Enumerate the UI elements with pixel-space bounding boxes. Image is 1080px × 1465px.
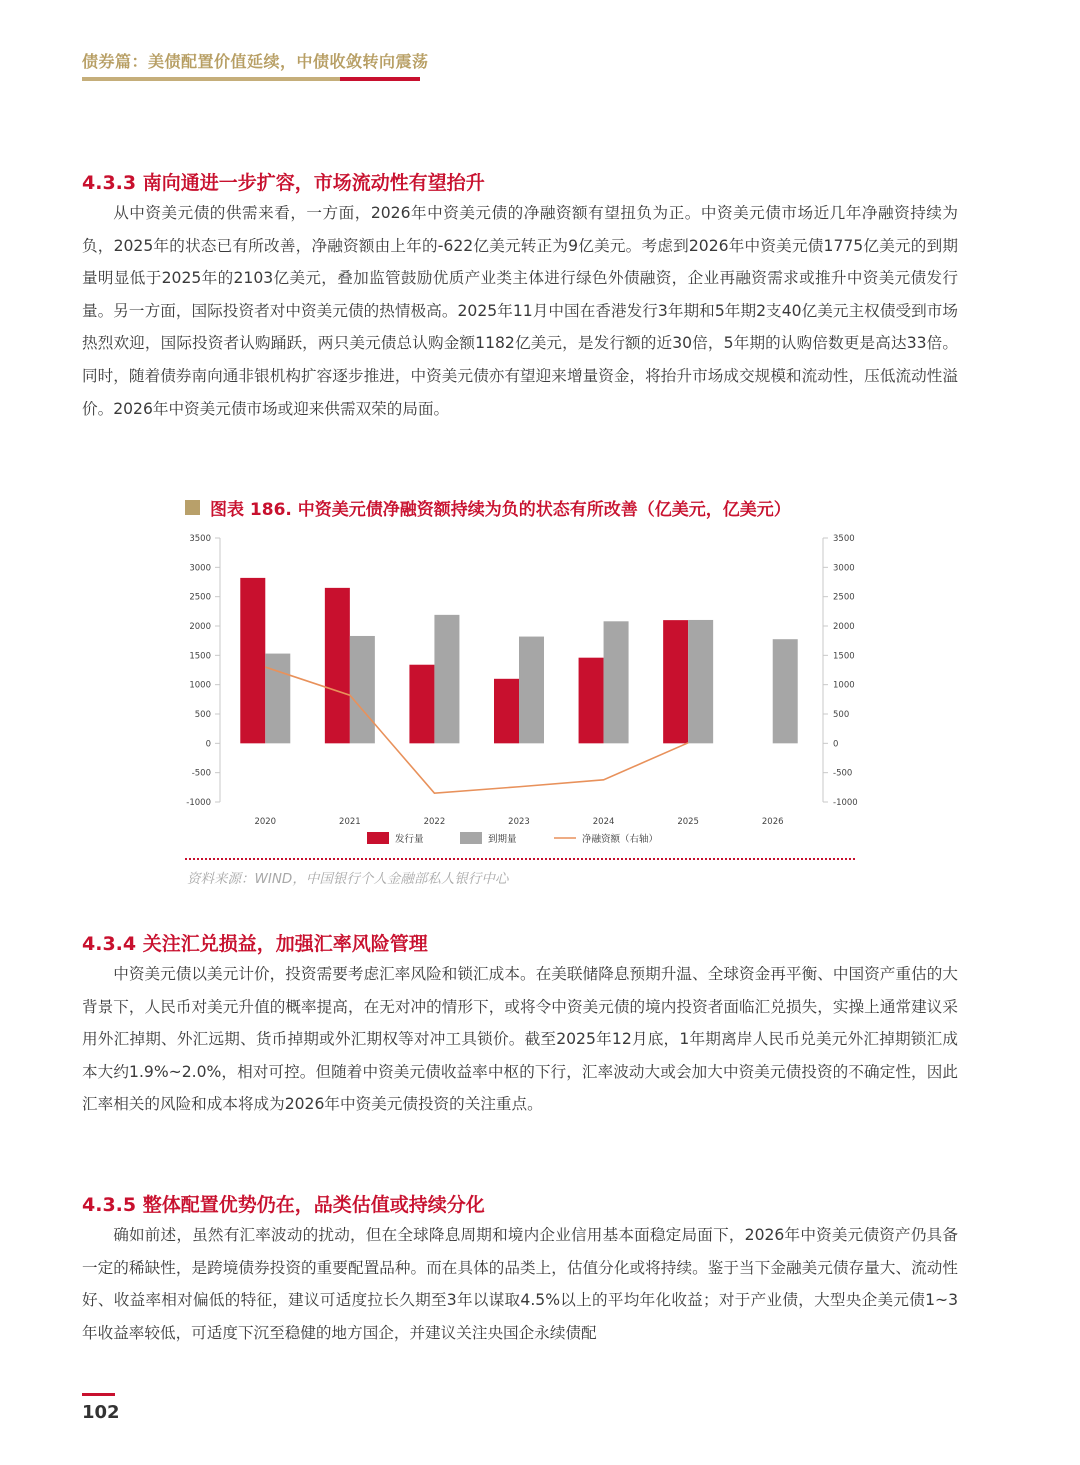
bar-issuance-2024 — [579, 658, 604, 744]
left-axis-tick-label: 0 — [205, 739, 211, 750]
right-axis-tick-label: 2500 — [833, 592, 855, 603]
left-axis-tick-label: 2500 — [189, 592, 211, 603]
x-axis-label-2026: 2026 — [761, 817, 784, 827]
right-axis-tick-label: 1500 — [833, 651, 855, 662]
net-financing-chart — [175, 525, 875, 855]
left-axis-tick-label: 500 — [194, 710, 211, 720]
bar-maturity-2026 — [773, 639, 798, 743]
bar-maturity-2020 — [265, 654, 290, 744]
x-axis-label-2021: 2021 — [339, 817, 361, 827]
legend-swatch-0 — [367, 832, 389, 844]
left-axis-tick-label: 3000 — [189, 563, 211, 574]
left-axis-tick-label: -500 — [191, 768, 211, 779]
right-axis-tick-label: 500 — [833, 710, 850, 720]
right-axis-tick-label: 1000 — [833, 680, 855, 691]
header-rule-red — [340, 77, 420, 81]
left-axis-tick-label: 1500 — [189, 651, 211, 662]
bar-maturity-2021 — [350, 636, 375, 743]
figure-title-marker — [185, 500, 200, 515]
right-axis-tick-label: -1000 — [833, 798, 858, 808]
right-axis-tick-label: 3000 — [833, 563, 855, 574]
bar-issuance-2022 — [409, 665, 434, 744]
right-axis-tick-label: 0 — [833, 739, 839, 750]
source-divider — [185, 858, 855, 860]
x-axis-label-2025: 2025 — [677, 817, 699, 827]
left-axis-tick-label: 1000 — [189, 680, 211, 691]
bar-issuance-2020 — [240, 578, 265, 743]
bar-maturity-2024 — [604, 621, 629, 743]
bar-issuance-2025 — [663, 620, 688, 743]
x-axis-label-2023: 2023 — [508, 817, 530, 827]
running-header-title: 债券篇：美债配置价值延续，中债收敛转向震荡 — [82, 52, 429, 71]
figure-title: 图表 186. 中资美元债净融资额持续为负的状态有所改善（亿美元，亿美元） — [210, 500, 791, 520]
bar-maturity-2023 — [519, 637, 544, 744]
legend-swatch-1 — [460, 832, 482, 844]
legend-label-2: 净融资额（右轴） — [582, 834, 659, 845]
bar-issuance-2021 — [325, 588, 350, 743]
left-axis-tick-label: -1000 — [186, 798, 211, 808]
legend-label-1: 到期量 — [488, 834, 517, 845]
section-paragraph-4-3-4: 中资美元债以美元计价，投资需要考虑汇率风险和锁汇成本。在美联储降息预期升温、全球资金再平衡、中国资产重估的大背景下，人民币对美元升值的概率提高，在无对冲的情形下，或将令中资美元债的境内投资者面临汇兑损失，实操上通常建议采用外汇掉期、外汇远期、货币掉期或外汇期权等对冲工具锁价。截至2025年12月底，1年期离岸人民币兑美元外汇掉期锁汇成本大约1.9%~2.0%，相对可控。但随着中资美元债收益率中枢的下行，汇率波动大或会加大中资美元债投资的不确定性，因此汇率相关的风险和成本将成为2026年中资美元债投资的关注重点。 — [82, 965, 958, 1114]
section-heading-4-3-4: 4.3.4 关注汇兑损益，加强汇率风险管理 — [82, 933, 428, 955]
section-paragraph-4-3-3: 从中资美元债的供需来看，一方面，2026年中资美元债的净融资额有望扭负为正。中资美元债市场近几年净融资持续为负，2025年的状态已有所改善，净融资额由上年的-622亿美元转正为9亿美元。考虑到2026年中资美元债1775亿美元的到期量明显低于2025年的2103亿美元，叠加监管鼓励优质产业类主体进行绿色外债融资，企业再融资需求或推升中资美元债发行量。另一方面，国际投资者对中资美元债的热情极高。2025年11月中国在香港发行3年期和5年期2支40亿美元主权债受到市场热烈欢迎，国际投资者认购踊跃，两只美元债总认购金额1182亿美元，是发行额的近30倍，5年期的认购倍数更是高达33倍。同时，随着债券南向通非银机构扩容逐步推进，中资美元债亦有望迎来增量资金，将抬升市场成交规模和流动性，压低流动性溢价。2026年中资美元债市场或迎来供需双荣的局面。 — [82, 204, 958, 418]
bar-maturity-2025 — [688, 620, 713, 743]
x-axis-label-2024: 2024 — [592, 817, 615, 827]
page-number: 102 — [82, 1402, 120, 1423]
x-axis-label-2020: 2020 — [254, 817, 277, 827]
section-heading-4-3-3: 4.3.3 南向通进一步扩容，市场流动性有望抬升 — [82, 172, 485, 194]
section-paragraph-4-3-5: 确如前述，虽然有汇率波动的扰动，但在全球降息周期和境内企业信用基本面稳定局面下，2026年中资美元债资产仍具备一定的稀缺性，是跨境债券投资的重要配置品种。而在具体的品类上，估值分化或将持续。鉴于当下金融美元债存量大、流动性好、收益率相对偏低的特征，建议可适度拉长久期至3年以谋取4.5%以上的平均年化收益；对于产业债，大型央企美元债1~3年收益率较低，可适度下沉至稳健的地方国企，并建议关注央国企永续债配 — [82, 1226, 958, 1342]
bar-issuance-2023 — [494, 679, 519, 744]
figure-source: 资料来源：WIND，中国银行个人金融部私人银行中心 — [187, 871, 509, 887]
section-heading-4-3-5: 4.3.5 整体配置优势仍在，品类估值或持续分化 — [82, 1194, 485, 1216]
right-axis-tick-label: -500 — [833, 768, 853, 779]
right-axis-tick-label: 3500 — [833, 534, 855, 544]
left-axis-tick-label: 3500 — [189, 534, 211, 544]
legend-label-0: 发行量 — [395, 834, 424, 845]
left-axis-tick-label: 2000 — [189, 622, 211, 632]
x-axis-label-2022: 2022 — [423, 817, 446, 827]
header-rule-gold — [82, 77, 340, 81]
footer-rule — [82, 1393, 115, 1396]
right-axis-tick-label: 2000 — [833, 622, 855, 632]
bar-maturity-2022 — [434, 615, 459, 743]
